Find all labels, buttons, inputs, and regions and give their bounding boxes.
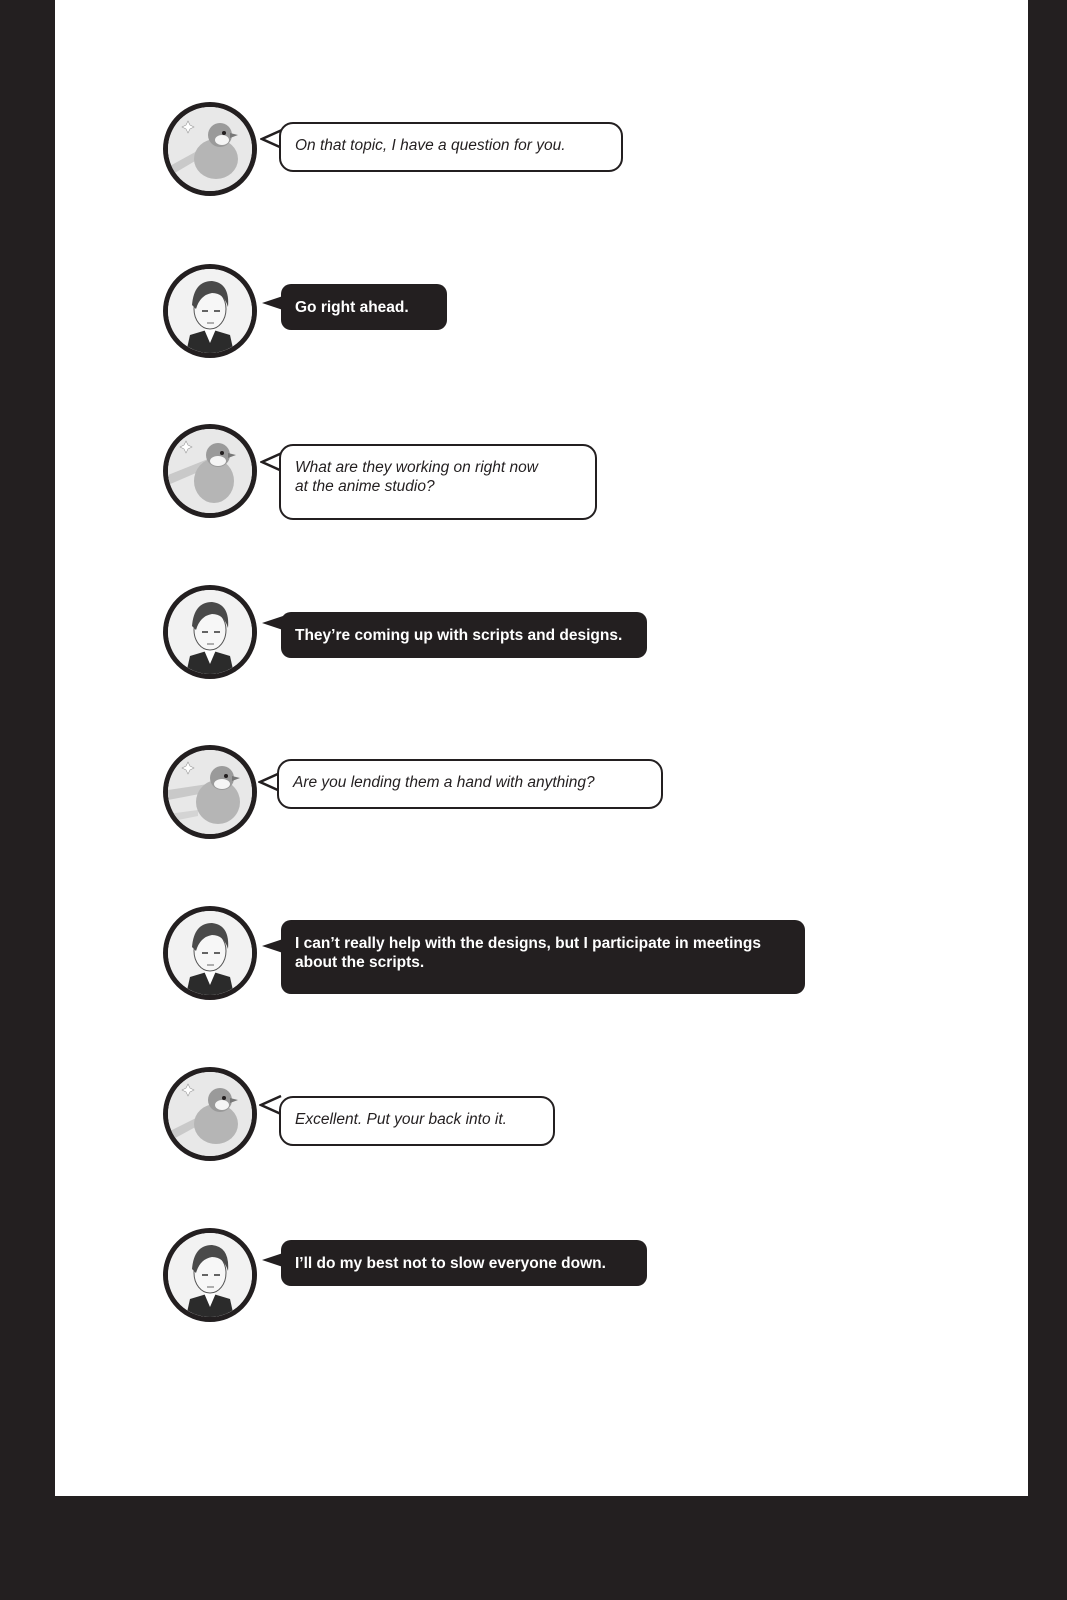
speech-bubble bbox=[279, 122, 623, 172]
speech-bubble bbox=[281, 284, 447, 330]
man-avatar-icon bbox=[163, 585, 257, 679]
dialogue-text: Go right ahead. bbox=[295, 299, 409, 316]
speech-bubble bbox=[281, 612, 647, 658]
manga-page bbox=[55, 0, 1028, 1496]
dialogue-row bbox=[163, 102, 923, 198]
dialogue-text: Are you lending them a hand with anything? bbox=[293, 774, 595, 791]
man-avatar-icon bbox=[163, 1228, 257, 1322]
dialogue-row bbox=[163, 745, 923, 841]
dialogue-text: Excellent. Put your back into it. bbox=[295, 1111, 507, 1128]
dialogue-row bbox=[163, 1228, 923, 1324]
man-avatar-icon bbox=[163, 906, 257, 1000]
dialogue-row bbox=[163, 585, 923, 681]
dialogue-row bbox=[163, 1067, 923, 1163]
dialogue-text: I can’t really help with the designs, but I participate in meetings about the scripts. bbox=[295, 935, 761, 971]
sparrow-avatar-icon bbox=[163, 1067, 257, 1161]
sparrow-avatar-icon bbox=[163, 102, 257, 196]
dialogue-text: On that topic, I have a question for you. bbox=[295, 137, 566, 154]
man-avatar-icon bbox=[163, 264, 257, 358]
dialogue-row bbox=[163, 906, 923, 1002]
dialogue-text: I’ll do my best not to slow everyone down. bbox=[295, 1255, 606, 1272]
speech-bubble bbox=[279, 1096, 555, 1146]
sparrow-avatar-icon bbox=[163, 424, 257, 518]
dialogue-text: They’re coming up with scripts and designs. bbox=[295, 627, 623, 644]
speech-bubble bbox=[279, 444, 597, 520]
sparrow-avatar-icon bbox=[163, 745, 257, 839]
speech-bubble bbox=[277, 759, 663, 809]
dialogue-row bbox=[163, 424, 923, 520]
dialogue-text: What are they working on right now at the anime studio? bbox=[295, 459, 538, 495]
dialogue-row bbox=[163, 264, 923, 360]
speech-bubble bbox=[281, 1240, 647, 1286]
speech-bubble bbox=[281, 920, 805, 994]
